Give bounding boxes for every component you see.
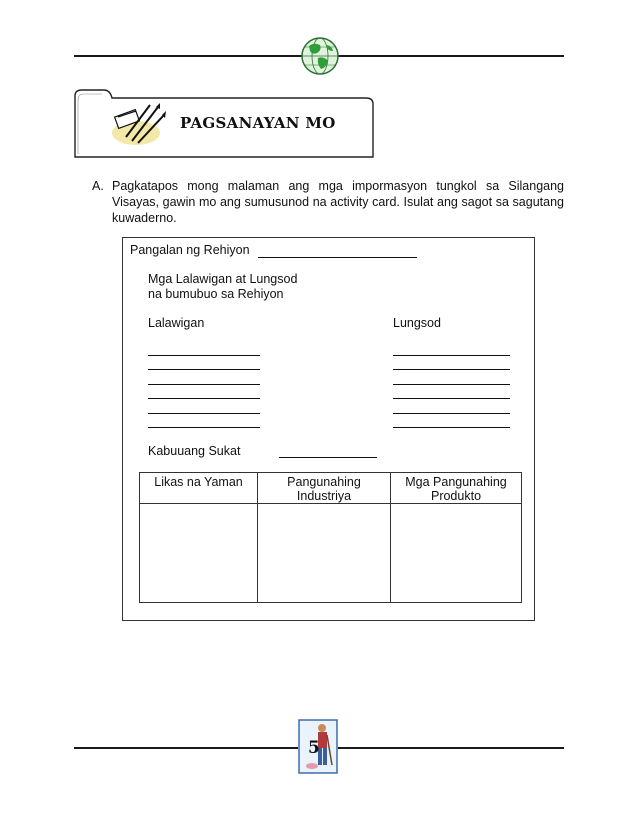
total-area-label: Kabuuang Sukat: [148, 444, 241, 458]
card-subtitle-line1: Mga Lalawigan at Lungsod: [148, 272, 298, 286]
header-line: Produkto: [430, 489, 482, 503]
bottom-rule-left: [74, 747, 298, 749]
answer-cell-main-industry[interactable]: [258, 504, 391, 603]
province-answer-line[interactable]: [148, 413, 260, 414]
header-line: Pangunahing: [287, 475, 361, 489]
top-rule-left: [74, 55, 302, 57]
pencils-icon: [110, 103, 166, 147]
table-answer-row: [140, 504, 522, 603]
city-answer-line[interactable]: [393, 355, 510, 356]
resources-table: [139, 472, 522, 603]
table-header-row: [140, 473, 522, 504]
province-answer-line[interactable]: [148, 355, 260, 356]
region-answer-line[interactable]: [258, 257, 417, 258]
page-number: 5: [308, 738, 320, 758]
answer-cell-main-products[interactable]: [391, 504, 522, 603]
answer-cell-natural-resources[interactable]: [140, 504, 258, 603]
city-answer-line[interactable]: [393, 413, 510, 414]
instruction-number: A.: [92, 179, 104, 193]
province-answer-line[interactable]: [148, 427, 260, 428]
city-column-label: Lungsod: [393, 316, 441, 330]
province-column-label: Lalawigan: [148, 316, 205, 330]
card-subtitle-line2: na bumubuo sa Rehiyon: [148, 287, 284, 301]
city-answer-line[interactable]: [393, 384, 510, 385]
globe-icon: [300, 36, 340, 76]
region-label: Pangalan ng Rehiyon: [130, 243, 250, 257]
header-natural-resources: [140, 473, 258, 504]
province-answer-line[interactable]: [148, 384, 260, 385]
bottom-rule-right: [338, 747, 564, 749]
city-answer-line[interactable]: [393, 398, 510, 399]
instruction-paragraph: [92, 178, 564, 226]
header-main-industry: [258, 473, 391, 504]
province-answer-line[interactable]: [148, 398, 260, 399]
city-answer-line[interactable]: [393, 369, 510, 370]
total-area-answer-line[interactable]: [279, 457, 377, 458]
header-main-products: [391, 473, 522, 504]
province-answer-line[interactable]: [148, 369, 260, 370]
city-answer-line[interactable]: [393, 427, 510, 428]
header-line: Likas na Yaman: [154, 475, 243, 489]
instruction-text: Pagkatapos mong malaman ang mga impormasyon tungkol sa Silangang Visayas, gawin mo ang sumusunod na activity card. Isulat ang sagot sa sagutang kuwaderno.: [112, 179, 564, 225]
banner-title: PAGSANAYAN MO: [180, 114, 336, 132]
top-rule-right: [338, 55, 564, 57]
header-line: Industriya: [296, 489, 352, 503]
header-line: Mga Pangunahing: [405, 475, 507, 489]
